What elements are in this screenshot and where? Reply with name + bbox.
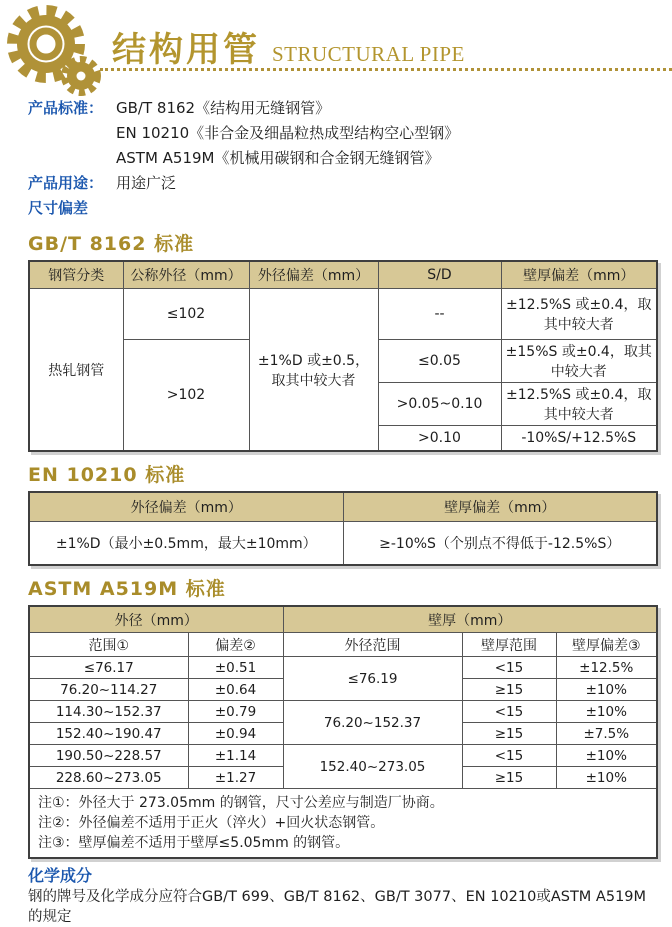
gbt-col-nominal-od: 公称外径（mm） xyxy=(123,261,249,289)
astm-cell-wt-range: ≥15 xyxy=(462,767,556,789)
product-standard-item: EN 10210《非合金及细晶粒热成型结构空心型钢》 xyxy=(116,124,460,142)
astm-cell-od-dev: ±1.27 xyxy=(188,767,283,789)
en-col-od-deviation: 外径偏差（mm） xyxy=(29,492,343,522)
product-standard-item: ASTM A519M《机械用碳钢和合金钢无缝钢管》 xyxy=(116,149,440,167)
astm-group-od: 外径（mm） xyxy=(29,606,283,633)
table-row xyxy=(29,745,657,767)
gbt-cell-pipe-class: 热轧钢管 xyxy=(29,289,123,452)
astm-table xyxy=(28,605,658,859)
astm-cell-wt-dev: ±10% xyxy=(556,701,657,723)
astm-cell-wt-dev: ±12.5% xyxy=(556,657,657,679)
astm-cell-wt-range: <15 xyxy=(462,657,556,679)
gbt-cell-od-deviation: ±1%D 或±0.5，取其中较大者 xyxy=(249,289,378,452)
table-row xyxy=(29,289,657,340)
title-row xyxy=(112,22,465,71)
astm-cell-wt-dev: ±10% xyxy=(556,767,657,789)
gbt-cell-sd: >0.10 xyxy=(378,426,501,452)
astm-col-od-range: 外径范围 xyxy=(283,633,462,657)
astm-cell-wt-dev: ±7.5% xyxy=(556,723,657,745)
astm-cell-od-dev: ±0.51 xyxy=(188,657,283,679)
astm-cell-wt-range: <15 xyxy=(462,745,556,767)
table-notes-row xyxy=(29,789,657,859)
page-subtitle: STRUCTURAL PIPE xyxy=(272,42,465,66)
gear-icon xyxy=(2,2,102,102)
astm-cell-wt-od-range: 152.40~273.05 xyxy=(283,745,462,789)
en-col-wt-deviation: 壁厚偏差（mm） xyxy=(343,492,657,522)
astm-cell-wt-range: ≥15 xyxy=(462,679,556,701)
note-line: 注①：外径大于 273.05mm 的钢管，尺寸公差应与制造厂协商。 xyxy=(38,795,444,811)
astm-cell-wt-od-range: 76.20~152.37 xyxy=(283,701,462,745)
en-header-row xyxy=(29,492,657,522)
gbt-cell-od-gt: >102 xyxy=(123,340,249,452)
gbt-cell-od-le: ≤102 xyxy=(123,289,249,340)
astm-cell-od-range: 190.50~228.57 xyxy=(29,745,188,767)
gbt-cell-wt: ±12.5%S 或±0.4，取其中较大者 xyxy=(501,383,657,426)
gbt-col-sd-ratio: S/D xyxy=(378,261,501,289)
table-row xyxy=(29,701,657,723)
en-table xyxy=(28,491,658,566)
astm-cell-wt-range: <15 xyxy=(462,701,556,723)
astm-cell-wt-od-range: ≤76.19 xyxy=(283,657,462,701)
astm-col-wt-deviation: 壁厚偏差③ xyxy=(556,633,657,657)
gbt-col-wt-deviation: 壁厚偏差（mm） xyxy=(501,261,657,289)
astm-cell-wt-range: ≥15 xyxy=(462,723,556,745)
gbt-table xyxy=(28,260,658,452)
en-cell-od-deviation: ±1%D（最小±0.5mm，最大±10mm） xyxy=(29,522,343,566)
astm-cell-wt-dev: ±10% xyxy=(556,679,657,701)
en-cell-wt-deviation: ≥-10%S（个别点不得低于-12.5%S） xyxy=(343,522,657,566)
section-heading-astm: ASTM A519M 标准 xyxy=(28,578,226,600)
dimension-tolerance-heading: 尺寸偏差 xyxy=(28,199,89,217)
astm-cell-od-range: 228.60~273.05 xyxy=(29,767,188,789)
section-heading-en: EN 10210 标准 xyxy=(28,464,186,486)
product-standards-row xyxy=(28,96,656,121)
astm-cell-od-range: 152.40~190.47 xyxy=(29,723,188,745)
astm-group-wt: 壁厚（mm） xyxy=(283,606,657,633)
astm-col-deviation: 偏差② xyxy=(188,633,283,657)
note-line: 注③：壁厚偏差不适用于壁厚≤5.05mm 的钢管。 xyxy=(38,835,350,851)
section-heading-gbt: GB/T 8162 标准 xyxy=(28,233,195,255)
gbt-cell-sd: -- xyxy=(378,289,501,340)
gbt-cell-wt: ±15%S 或±0.4，取其中较大者 xyxy=(501,340,657,383)
astm-col-range: 范围① xyxy=(29,633,188,657)
product-usage-value: 用途广泛 xyxy=(116,174,177,192)
product-usage-label: 产品用途： xyxy=(28,174,104,192)
astm-cell-od-dev: ±1.14 xyxy=(188,745,283,767)
gbt-cell-wt: -10%S/+12.5%S xyxy=(501,426,657,452)
gbt-col-od-deviation: 外径偏差（mm） xyxy=(249,261,378,289)
astm-group-header-row xyxy=(29,606,657,633)
astm-col-wt-range: 壁厚范围 xyxy=(462,633,556,657)
table-row xyxy=(29,522,657,566)
astm-cell-od-range: ≤76.17 xyxy=(29,657,188,679)
chemistry-heading: 化学成分 xyxy=(28,866,93,885)
page-header xyxy=(0,0,672,90)
gbt-cell-sd: >0.05~0.10 xyxy=(378,383,501,426)
table-row xyxy=(29,657,657,679)
gbt-cell-sd: ≤0.05 xyxy=(378,340,501,383)
product-usage-row xyxy=(28,171,656,196)
astm-cell-od-dev: ±0.64 xyxy=(188,679,283,701)
gbt-header-row xyxy=(29,261,657,289)
product-standard-item: GB/T 8162《结构用无缝钢管》 xyxy=(116,99,331,117)
dotted-divider xyxy=(100,68,672,71)
chemistry-body: 钢的牌号及化学成分应符合GB/T 699、GB/T 8162、GB/T 3077、EN 10210或ASTM A519M的规定 xyxy=(28,889,647,925)
astm-cell-wt-dev: ±10% xyxy=(556,745,657,767)
astm-cell-od-dev: ±0.79 xyxy=(188,701,283,723)
page-title: 结构用管 xyxy=(112,30,260,70)
table-notes xyxy=(29,789,657,859)
astm-cell-od-range: 114.30~152.37 xyxy=(29,701,188,723)
page-content xyxy=(0,90,672,927)
gbt-cell-wt: ±12.5%S 或±0.4，取其中较大者 xyxy=(501,289,657,340)
note-line: 注②：外径偏差不适用于正火（淬火）+回火状态钢管。 xyxy=(38,815,385,831)
gbt-col-pipe-class: 钢管分类 xyxy=(29,261,123,289)
product-standards-label: 产品标准： xyxy=(28,99,104,117)
astm-cell-od-dev: ±0.94 xyxy=(188,723,283,745)
astm-cell-od-range: 76.20~114.27 xyxy=(29,679,188,701)
astm-subheader-row xyxy=(29,633,657,657)
